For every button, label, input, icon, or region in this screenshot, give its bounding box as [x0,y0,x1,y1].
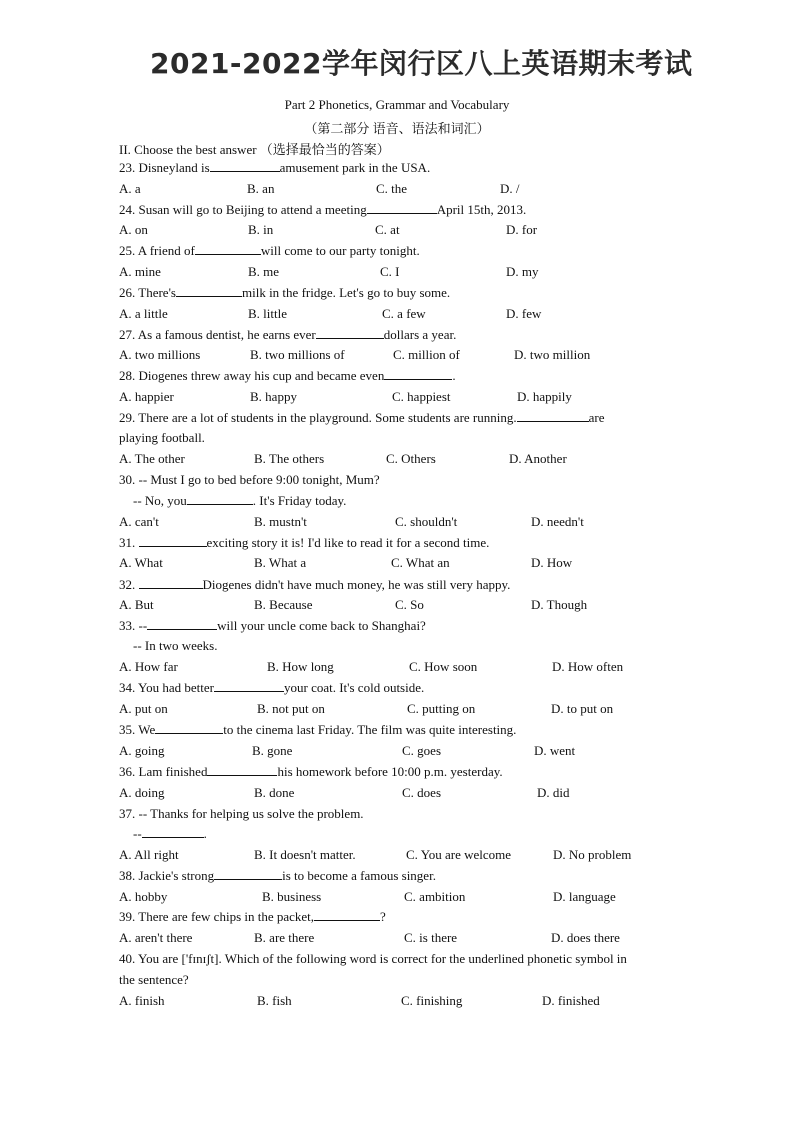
question-30: 30. -- Must I go to bed before 9:00 tonight, Mum? [119,472,380,487]
option-c: C. I [380,264,400,279]
question-23: 23. Disneyland is amusement park in the USA. [119,160,431,175]
question-25: 25. A friend of will come to our party tonight. [119,243,420,258]
answer-blank [187,493,253,505]
option-c: C. a few [382,306,426,321]
answer-blank [214,868,282,880]
option-c: C. ambition [404,889,466,904]
option-a: A. hobby [119,889,168,904]
option-c: C. finishing [401,993,463,1008]
question-29-continued: playing football. [119,430,205,445]
option-b: B. done [254,785,295,800]
option-d: D. / [500,181,520,196]
page-title: 2021-2022学年闵行区八上英语期末考试 [150,47,693,80]
option-a: A. put on [119,701,168,716]
part-heading: Part 2 Phonetics, Grammar and Vocabulary [284,97,510,112]
option-d: D. my [506,264,539,279]
question-30-reply: -- No, you . It's Friday today. [133,493,347,508]
option-b: B. gone [252,743,293,758]
answer-blank [316,327,384,339]
question-26: 26. There's milk in the fridge. Let's go to buy some. [119,285,451,300]
answer-blank [214,680,284,692]
option-d: D. went [534,743,576,758]
question-40: 40. You are ['fɪnɪʃt]. Which of the following word is correct for the underlined phonetic symbol in [119,951,627,966]
option-d: D. language [553,889,616,904]
answer-blank [142,826,204,838]
question-36: 36. Lam finished his homework before 10:00 p.m. yesterday. [119,764,503,779]
option-b: B. How long [267,659,334,674]
option-b: B. me [248,264,280,279]
question-31: 31. exciting story it is! I'd like to read it for a second time. [119,535,490,550]
option-a: A. What [119,555,163,570]
option-d: D. Though [531,597,588,612]
option-c: C. the [376,181,408,196]
option-a: A. All right [119,847,179,862]
option-d: D. for [506,222,538,237]
option-a: A. doing [119,785,165,800]
option-d: D. No problem [553,847,632,862]
option-c: C. goes [402,743,441,758]
option-a: A. But [119,597,154,612]
option-b: B. fish [257,993,292,1008]
question-33: 33. -- will your uncle come back to Shanghai? [119,618,426,633]
option-d: D. few [506,306,542,321]
option-b: B. It doesn't matter. [254,847,356,862]
option-c: C. What an [391,555,450,570]
option-c: C. happiest [392,389,451,404]
question-33-reply: -- In two weeks. [133,638,218,653]
question-32: 32. Diogenes didn't have much money, he was still very happy. [119,577,511,592]
option-d: D. two million [514,347,591,362]
option-d: D. did [537,785,570,800]
option-b: B. in [248,222,274,237]
option-d: D. Another [509,451,567,466]
option-c: C. does [402,785,441,800]
option-d: D. How [531,555,573,570]
question-38: 38. Jackie's strong is to become a famous singer. [119,868,436,883]
question-24: 24. Susan will go to Beijing to attend a meeting April 15th, 2013. [119,202,527,217]
option-d: D. needn't [531,514,584,529]
part-heading-cn: （第二部分 语音、语法和词汇） [304,121,490,136]
option-a: A. aren't there [119,930,193,945]
answer-blank [139,535,207,547]
answer-blank [155,722,223,734]
option-a: A. happier [119,389,174,404]
question-37: 37. -- Thanks for helping us solve the problem. [119,806,364,821]
question-35: 35. We to the cinema last Friday. The film was quite interesting. [119,722,517,737]
option-c: C. million of [393,347,460,362]
option-a: A. finish [119,993,165,1008]
question-27: 27. As a famous dentist, he earns ever dollars a year. [119,327,457,342]
option-d: D. finished [542,993,600,1008]
option-a: A. a [119,181,141,196]
option-a: A. a little [119,306,168,321]
option-b: B. not put on [257,701,325,716]
option-a: A. going [119,743,165,758]
option-b: B. What a [254,555,307,570]
option-d: D. happily [517,389,572,404]
option-c: C. shouldn't [395,514,458,529]
option-b: B. are there [254,930,315,945]
answer-blank [367,202,437,214]
answer-blank [176,285,242,297]
option-c: C. You are welcome [406,847,512,862]
option-c: C. putting on [407,701,476,716]
option-b: B. two millions of [250,347,345,362]
option-d: D. How often [552,659,624,674]
answer-blank [384,368,452,380]
option-a: A. two millions [119,347,201,362]
option-c: C. How soon [409,659,478,674]
answer-blank [517,410,589,422]
option-b: B. The others [254,451,325,466]
option-b: B. business [262,889,322,904]
answer-blank [147,618,217,630]
answer-blank [210,160,280,172]
option-c: C. is there [404,930,458,945]
option-d: D. does there [551,930,620,945]
answer-blank [195,243,261,255]
option-b: B. happy [250,389,297,404]
question-39: 39. There are few chips in the packet, ? [119,909,386,924]
question-40-continued: the sentence? [119,972,189,987]
option-b: B. mustn't [254,514,307,529]
answer-blank [207,764,277,776]
option-a: A. mine [119,264,161,279]
option-a: A. The other [119,451,185,466]
option-c: C. at [375,222,400,237]
option-c: C. So [395,597,424,612]
option-d: D. to put on [551,701,614,716]
option-a: A. can't [119,514,159,529]
answer-blank [314,909,380,921]
option-a: A. on [119,222,148,237]
section-heading: II. Choose the best answer （选择最恰当的答案） [119,142,390,157]
question-29: 29. There are a lot of students in the playground. Some students are running. are [119,410,605,425]
question-28: 28. Diogenes threw away his cup and became even . [119,368,456,383]
option-a: A. How far [119,659,178,674]
option-b: B. an [247,181,275,196]
question-34: 34. You had better your coat. It's cold outside. [119,680,425,695]
option-b: B. Because [254,597,313,612]
question-37-reply: -- . [133,826,207,841]
option-c: C. Others [386,451,436,466]
option-b: B. little [248,306,287,321]
answer-blank [139,577,203,589]
